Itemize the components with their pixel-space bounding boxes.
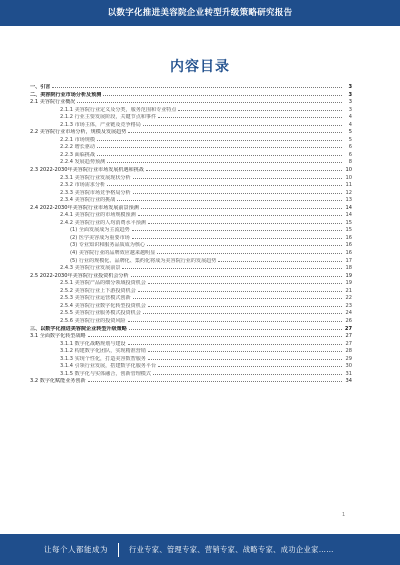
toc-entry[interactable] (30, 220, 352, 228)
toc-entry[interactable] (30, 92, 352, 100)
toc-entry-page: 16 (345, 250, 352, 257)
toc-leader-dots (148, 223, 342, 224)
toc-entry[interactable] (30, 129, 352, 137)
toc-entry[interactable] (30, 122, 352, 130)
toc-entry-title: (5) 行业的规模化、品牌化、集约化将成为美容院行业的发展趋势 (70, 257, 217, 264)
toc-leader-dots (158, 117, 342, 118)
toc-leader-dots (153, 374, 342, 375)
toc-leader-dots (148, 283, 342, 284)
toc-leader-dots (148, 306, 342, 307)
toc-leader-dots (52, 87, 342, 88)
toc-entry[interactable] (30, 212, 352, 220)
toc-leader-dots (88, 381, 342, 382)
toc-entry[interactable] (30, 197, 352, 205)
toc-entry-page: 18 (345, 265, 352, 272)
toc-entry-title: 2.1.1 美容院行业定义及分类，服务范围和专业特点 (60, 106, 177, 113)
toc-entry-page: 27 (345, 333, 352, 340)
toc-entry-page: 15 (345, 227, 352, 234)
toc-entry[interactable] (30, 258, 352, 266)
toc-entry[interactable] (30, 356, 352, 364)
toc-entry[interactable] (30, 167, 352, 175)
toc-leader-dots (107, 185, 342, 186)
toc-entry-page: 14 (345, 204, 352, 211)
toc-entry-title: 2.2.2 增长驱动 (60, 144, 95, 151)
toc-leader-dots (132, 238, 342, 239)
toc-entry[interactable] (30, 242, 352, 250)
footer-experts: 行业专家、管理专家、营销专家、战略专家、成功企业家…… (129, 544, 334, 554)
toc-entry[interactable] (30, 227, 352, 235)
page-number: 1 (342, 512, 346, 518)
toc-leader-dots (141, 208, 342, 209)
toc-entry-page: 14 (345, 212, 352, 219)
toc-entry-page: 3 (348, 106, 352, 113)
toc-entry-title: 2.1 美容院行业概况 (30, 99, 76, 106)
toc-entry[interactable] (30, 84, 352, 92)
toc-entry-title: 2.5 2022-2030年美容院行业投资机会分析 (30, 272, 129, 279)
toc-entry[interactable] (30, 99, 352, 107)
toc-entry[interactable] (30, 341, 352, 349)
toc-entry-title: 2.2 美容院行业市场分析，规模及发展趋势 (30, 129, 127, 136)
toc-entry-title: 2.4.2 美容院行业的人均消费水平预测 (60, 219, 146, 226)
toc-leader-dots (138, 215, 342, 216)
toc-leader-dots (133, 178, 342, 179)
toc-entry-page: 3 (348, 84, 352, 90)
toc-entry-page: 26 (345, 317, 352, 324)
toc-entry[interactable] (30, 137, 352, 145)
toc-entry[interactable] (30, 310, 352, 318)
toc-entry-title: 2.4 2022-2030年美容院行业市场发展前景预测 (30, 204, 139, 211)
toc-entry[interactable] (30, 273, 352, 281)
toc-leader-dots (129, 329, 342, 330)
toc-entry[interactable] (30, 295, 352, 303)
toc-entry[interactable] (30, 250, 352, 258)
toc-entry-title: 2.2.4 发展趋势预测 (60, 159, 106, 166)
toc-entry-title: 2.2.1 市场规模 (60, 136, 95, 143)
toc-entry-page: 6 (348, 144, 352, 151)
toc-entry-title: 2.3.4 美容院行业的挑战 (60, 197, 116, 204)
toc-entry[interactable] (30, 348, 352, 356)
toc-leader-dots (148, 359, 342, 360)
toc-entry-title: 2.4.3 美容院行业发展前景 (60, 265, 121, 272)
toc-entry-page: 29 (345, 355, 352, 362)
toc-leader-dots (146, 170, 342, 171)
toc-entry-title: 2.3.3 美容院市场竞争格局分析 (60, 189, 131, 196)
toc-entry[interactable] (30, 114, 352, 122)
toc-entry[interactable] (30, 107, 352, 115)
toc-leader-dots (117, 200, 342, 201)
toc-entry-page: 4 (348, 121, 352, 128)
report-title: 以数字化推进美容院企业转型升级策略研究报告 (107, 8, 293, 18)
toc-entry-title: 2.5.2 美容院行业上下游投资机会 (60, 287, 136, 294)
toc-entry-page: 13 (345, 197, 352, 204)
toc-entry-title: 2.3.2 市场需求分析 (60, 182, 106, 189)
toc-entry[interactable] (30, 205, 352, 213)
toc-entry-page: 12 (345, 189, 352, 196)
toc-entry-page: 4 (348, 114, 352, 121)
toc-entry-page: 5 (348, 136, 352, 143)
toc-leader-dots (128, 344, 342, 345)
toc-leader-dots (132, 230, 342, 231)
footer-slogan: 让每个人都能成为 (44, 545, 108, 554)
toc-leader-dots (97, 147, 342, 148)
toc-entry-title: 3.1.5 数字化与实体融合，创新管理模式 (60, 370, 151, 377)
toc-entry-title: 一、引言 (30, 84, 51, 90)
toc-entry-title: 2.5.5 美容院行业服务模式投资机会 (60, 310, 141, 317)
toc-entry-title: (2) 医学美容成为重要市场 (70, 234, 130, 241)
toc-entry-page: 16 (345, 242, 352, 249)
toc-entry-page: 6 (348, 151, 352, 158)
toc-leader-dots (97, 140, 342, 141)
toc-entry-page: 10 (345, 167, 352, 174)
toc-leader-dots (158, 366, 342, 367)
toc-entry-page: 10 (345, 174, 352, 181)
toc-leader-dots (157, 253, 342, 254)
toc-entry[interactable] (30, 182, 352, 190)
toc-entry-title: 2.1.3 市场主体，产业链及竞争格局 (60, 121, 141, 128)
footer-banner (0, 534, 400, 565)
toc-leader-dots (143, 125, 342, 126)
toc-entry-page: 21 (345, 287, 352, 294)
toc-entry-page: 27 (345, 340, 352, 347)
toc-leader-dots (138, 291, 342, 292)
toc-entry-title: 2.3.1 美容院行业发展现状分析 (60, 174, 131, 181)
toc-leader-dots (88, 336, 342, 337)
toc-leader-dots (147, 245, 342, 246)
toc-entry[interactable] (30, 280, 352, 288)
toc-entry-page: 3 (348, 99, 352, 106)
toc-entry-title: 2.5.4 美容院行业数字化转型投资机会 (60, 302, 146, 309)
toc-entry-title: 3.2 数字化赋能业务创新 (30, 378, 86, 385)
toc-entry[interactable] (30, 326, 352, 334)
toc-leader-dots (128, 321, 342, 322)
toc-heading: 内容目录 (170, 59, 230, 75)
toc-entry-page: 19 (345, 272, 352, 279)
report-header (0, 0, 400, 26)
toc-entry-title: (4) 美容院行业的品牌效应越来越明显 (70, 250, 156, 257)
toc-entry-title: (3) 专业知识和服务品质成为核心 (70, 242, 146, 249)
toc-entry-page: 34 (345, 378, 352, 385)
toc-entry[interactable] (30, 288, 352, 296)
toc-entry[interactable] (30, 333, 352, 341)
toc-leader-dots (128, 132, 342, 133)
toc-entry-page: 30 (345, 363, 352, 370)
toc-entry-title: 2.5.6 美容院行业的投资风险 (60, 317, 126, 324)
toc-entry-title: 2.3 2022-2030年美容院行业市场发展机遇和挑战 (30, 167, 144, 174)
toc-entry[interactable] (30, 303, 352, 311)
toc-entry[interactable] (30, 190, 352, 198)
toc-entry-page: 5 (348, 129, 352, 136)
toc-entry-title: 2.5.1 美容院产品的细分领域投资机会 (60, 280, 146, 287)
toc-leader-dots (133, 298, 342, 299)
toc-entry-page: 17 (345, 257, 352, 264)
toc-leader-dots (218, 261, 342, 262)
toc-entry-page: 24 (345, 310, 352, 317)
toc-leader-dots (148, 351, 342, 352)
toc-leader-dots (178, 110, 342, 111)
toc-entry[interactable] (30, 159, 352, 167)
toc-entry-page: 31 (345, 370, 352, 377)
toc-entry-page: 28 (345, 348, 352, 355)
toc-entry[interactable] (30, 144, 352, 152)
toc-entry-page: 8 (348, 159, 352, 166)
toc-leader-dots (77, 102, 342, 103)
footer-divider (118, 543, 119, 557)
toc-entry-title: 3.1 全面数字化转型战略 (30, 333, 86, 340)
toc-entry-page: 22 (345, 295, 352, 302)
toc-entry-title: 二、美容院行业市场分析及预测 (30, 91, 102, 98)
toc-entry-title: 3.1.4 引领行业发展，搭建数字化服务平台 (60, 363, 157, 370)
toc-leader-dots (143, 313, 342, 314)
toc-entry-title: 2.1.2 行业主要发展阶段，关键节点和事件 (60, 114, 157, 121)
toc-entry-page: 3 (348, 91, 352, 98)
toc-leader-dots (133, 193, 342, 194)
toc-entry[interactable] (30, 265, 352, 273)
toc-entry-title: 3.1.1 数字化战略规划与建设 (60, 340, 126, 347)
toc-entry-page: 16 (345, 234, 352, 241)
toc-entry-page: 27 (344, 325, 352, 332)
toc-entry-title: 2.5.3 美容院行业运营模式创新 (60, 295, 131, 302)
toc-entry[interactable] (30, 363, 352, 371)
toc-entry-title: 3.1.2 构建数字化团队，实现精准营销 (60, 348, 146, 355)
toc-entry[interactable] (30, 175, 352, 183)
toc-entry-page: 15 (345, 219, 352, 226)
toc-entry[interactable] (30, 152, 352, 160)
toc-entry-title: (1) 全面发展成为主流趋势 (70, 227, 130, 234)
toc-leader-dots (131, 276, 342, 277)
toc-entry-page: 11 (345, 182, 352, 189)
toc-entry-page: 23 (345, 302, 352, 309)
toc-entry-title: 三、以数字化推进美容院企业转型升级策略 (30, 325, 127, 332)
toc-entry[interactable] (30, 371, 352, 379)
toc-entry-title: 2.4.1 美容院行业的市场规模预测 (60, 212, 136, 219)
toc-leader-dots (107, 162, 342, 163)
toc-entry-title: 3.1.3 实现个性化，打造美容数智服务 (60, 355, 146, 362)
toc-entry[interactable] (30, 235, 352, 243)
table-of-contents (30, 84, 352, 386)
toc-entry[interactable] (30, 378, 352, 386)
toc-leader-dots (103, 95, 342, 96)
toc-entry[interactable] (30, 318, 352, 326)
toc-leader-dots (97, 155, 342, 156)
toc-entry-title: 2.2.3 面临挑战 (60, 151, 95, 158)
toc-entry-page: 19 (345, 280, 352, 287)
toc-leader-dots (122, 268, 342, 269)
